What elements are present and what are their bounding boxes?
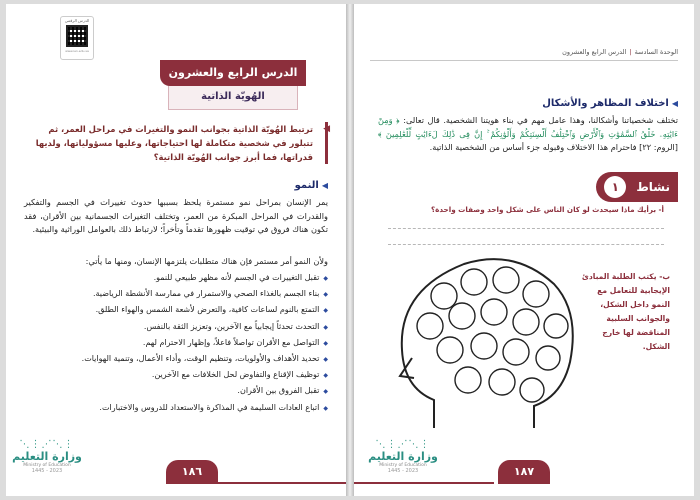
ministry-logo: [366, 439, 440, 474]
answer-circle[interactable]: [493, 267, 519, 293]
section-arrow-icon: ◀: [671, 99, 678, 108]
list-item: ◆ التمتع بالنوم لساعات كافية، والتعرض لأشعة الشمس والهواء الطلق.: [82, 302, 328, 318]
qr-code-icon[interactable]: [66, 25, 88, 47]
ministry-name-en: Ministry of Education: [379, 463, 427, 468]
list-item: ◆ التحدث تحدثاً إيجابياً مع الآخرين، وتعزيز الثقة بالنفس.: [82, 319, 328, 335]
header-separator: |: [629, 48, 632, 56]
page-number: ١٨٧: [498, 460, 550, 484]
ministry-name: وزارة التعليم: [368, 450, 438, 463]
list-item: ◆ بناء الجسم بالغذاء الصحي والاستمرار في ممارسة الأنشطة الرياضية.: [82, 286, 328, 302]
header-rule: [370, 60, 678, 61]
quran-verse: ﴿ وَمِنْ ءَايَٰتِهِۦ خَلْقُ ٱلسَّمَٰوَٰتِ وَٱلْأَرْضِ وَٱخْتِلَٰفُ أَلْسِنَتِكُمْ وَأَلْوَٰنِكُمْ ۚ إِنَّ فِى ذَٰلِكَ لَءَايَٰتٍ لِّلْعَٰلِمِينَ ﴾: [378, 115, 678, 139]
answer-circle[interactable]: [544, 314, 568, 338]
differences-heading: ◀اختلاف المظاهر والأشكال: [542, 98, 678, 109]
lesson-label: الدرس الرابع والعشرون: [562, 48, 627, 56]
answer-circle[interactable]: [513, 309, 539, 335]
list-item: ◆ تقبل التغييرات في الجسم لأنه مظهر طبيعي للنمو.: [82, 270, 328, 286]
list-item: ◆ التواصل مع الأقران تواصلاً فاعلاً، وإظهار الاحترام لهم.: [82, 335, 328, 351]
answer-circle[interactable]: [523, 281, 549, 307]
answer-circle[interactable]: [520, 378, 544, 402]
book-spine: [346, 4, 354, 496]
running-header: [562, 48, 678, 56]
answer-circle[interactable]: [471, 333, 497, 359]
answer-circle[interactable]: [449, 303, 475, 329]
growth-lead-in: ولأن النمو أمر مستمر فإن هناك متطلبات يلتزمها الإنسان، ومنها ما يأتي:: [85, 256, 328, 266]
ministry-name: وزارة التعليم: [12, 450, 82, 463]
qr-url: www.ien.edu.sa: [65, 49, 89, 53]
answer-circle[interactable]: [481, 299, 507, 325]
ministry-emblem-icon: ⋮⋰⋱⋮⋰: [375, 439, 431, 450]
differences-conclusion: فاحترام هذا الاختلاف وقبوله جزء أساس من الشخصية الذاتية.: [429, 142, 637, 153]
ministry-year: 2023 - 1445: [31, 468, 63, 474]
list-item: ◆ تقبل الفروق بين الأقران.: [82, 383, 328, 399]
activity-banner: [596, 172, 678, 202]
unit-label: الوحدة السادسة: [634, 48, 678, 56]
differences-paragraph: تختلف شخصياتنا وأشكالنا، وهذا عامل مهم في بناء هويتنا الشخصية. قال تعالى: ﴿ وَمِنْ ءَايَٰتِهِۦ خَلْقُ ٱلسَّمَٰوَٰتِ وَٱلْأَرْضِ وَٱخْتِلَٰفُ أَلْسِنَتِكُمْ وَأَلْوَٰنِكُمْ ۚ إِنَّ فِى ذَٰلِكَ لَءَايَٰتٍ لِّلْعَٰلِمِينَ ﴾ [الروم: ٢٢] فاحترام هذا الاختلاف وقبوله جزء أساس من الشخصية الذاتية.: [378, 115, 678, 153]
growth-heading: ◀النمو: [294, 180, 328, 191]
page-number: ١٨٦: [166, 460, 218, 484]
answer-circle[interactable]: [431, 283, 457, 309]
answer-circle[interactable]: [503, 339, 529, 365]
activity-question-b: ب- يكتب الطلبة المبادئ الإيجابية للتعامل مع النمو داخل الشكل، والجوانب السلبية المناقضة لها خارج الشكل.: [581, 272, 670, 351]
lesson-title: الدرس الرابع والعشرون: [160, 60, 306, 86]
answer-circle[interactable]: [489, 369, 515, 395]
list-item: ◆ اتباع العادات السليمة في المذاكرة والاستعداد للدروس والاختبارات.: [82, 400, 328, 416]
list-item: ◆ توظيف الإقناع والتفاوض لحل الخلافات مع الآخرين.: [82, 367, 328, 383]
ministry-name-en: Ministry of Education: [23, 463, 71, 468]
answer-line[interactable]: [388, 228, 664, 229]
ministry-year: 2023 - 1445: [387, 468, 419, 474]
footer-rule: [354, 482, 494, 484]
head-outline-diagram[interactable]: [394, 250, 584, 440]
growth-paragraph: يمر الإنسان بمراحل نمو مستمرة يلحظ بسببها حدوث تغييرات في الجسم والتفكير والقدرات في المراحل المبكرة من العمر، وتختلف التغيرات الجسمانية بين الأقران، فقد تكون هناك فروق في توقيت ظهورها تقدماً وتأخراً؛ لارتباط ذلك بالعوامل الوراثية والبيئية.: [24, 197, 328, 235]
list-item: ◆ تحديد الأهداف والأولويات، وتنظيم الوقت، وأداء الأعمال، وتنمية الهوايات.: [82, 351, 328, 367]
answer-circle[interactable]: [437, 337, 463, 363]
page-187: [354, 4, 694, 496]
qr-label: الدرس الرقمي: [64, 18, 90, 23]
footer-rule: [218, 482, 346, 484]
answer-line[interactable]: [388, 244, 664, 245]
digital-lesson-qr[interactable]: [60, 16, 94, 60]
lesson-intro: [26, 122, 328, 164]
activity-number: ١: [604, 176, 626, 198]
activity-label: نشاط: [636, 180, 670, 194]
activity-question-a: أ- برأيك ماذا سيحدث لو كان الناس على شكل واحد وصفات واحدة؟: [430, 205, 664, 214]
answer-circle[interactable]: [455, 367, 481, 393]
ministry-logo: [10, 439, 84, 474]
section-arrow-icon: ◀: [321, 181, 328, 190]
page-186: [6, 4, 346, 496]
intro-marker-icon: ◀: [323, 124, 330, 134]
verse-reference: [الروم: ٢٢]: [639, 142, 678, 153]
ministry-emblem-icon: ⋮⋰⋱⋮⋰: [19, 439, 75, 450]
intro-text: ترتبط الهُويّة الذاتية بجوانب النمو والتغيرات في مراحل العمر، ثم تتبلور في شخصية متكاملة لها احتياجاتها، وعليها مسؤولياتها، ولديها قدراتها، فما أبرز جوانب الهُويّة الذاتية؟: [35, 124, 313, 162]
answer-circle[interactable]: [536, 346, 560, 370]
growth-requirements-list: [82, 270, 328, 416]
answer-circle[interactable]: [417, 313, 443, 339]
answer-circle[interactable]: [461, 269, 487, 295]
lesson-subtitle: الهُويّة الذاتية: [168, 86, 298, 110]
